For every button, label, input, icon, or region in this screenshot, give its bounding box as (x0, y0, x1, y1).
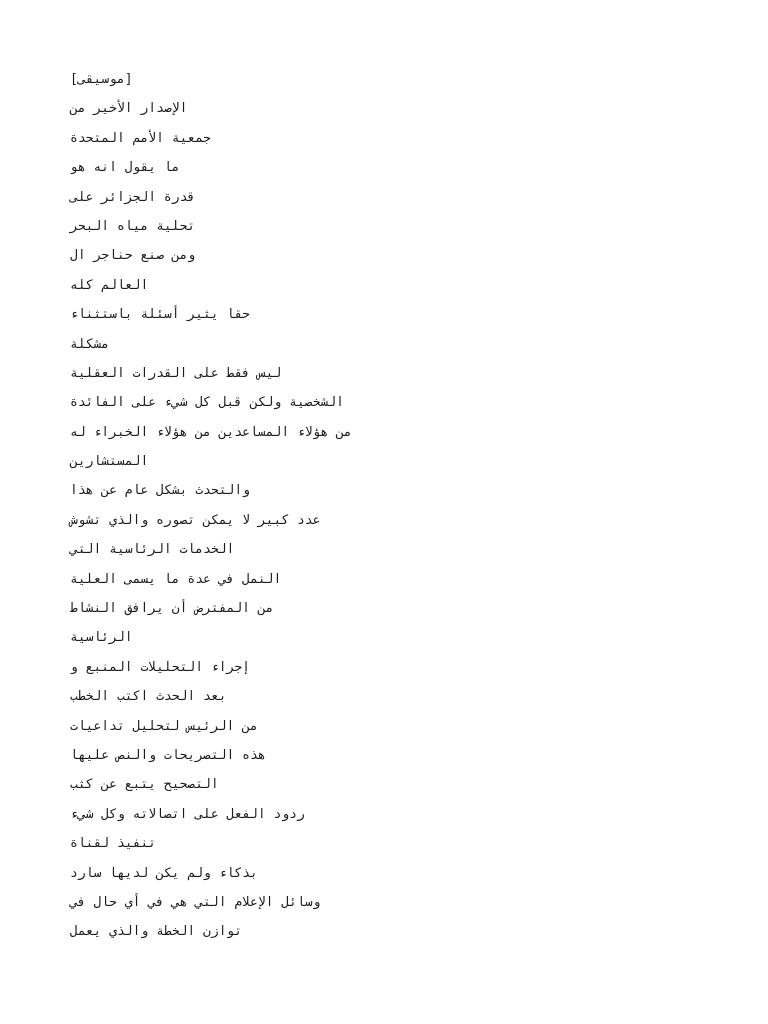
transcript-line: والتحدث بشكل عام عن هذا (70, 483, 251, 499)
transcript-line: من الرئيس لتحليل تداعيات (70, 718, 258, 734)
transcript-lines (70, 68, 710, 950)
transcript-line: بذكاء ولم يكن لديها سارد (70, 865, 258, 881)
transcript-line: من المفترض أن يرافق النشاط (70, 601, 274, 617)
transcript-line: ما يقول انه هو (70, 160, 180, 176)
transcript-line: جمعية الأمم المتحدة (70, 130, 211, 146)
transcript-line: المستشارين (70, 454, 149, 470)
transcript-line: الشخصية ولكن قبل كل شيء على الفائدة (70, 395, 344, 411)
transcript-line: الرئاسية (70, 630, 133, 646)
transcript-line: بعد الحدث اكتب الخطب (70, 689, 227, 705)
transcript-line: من هؤلاء المساعدين من هؤلاء الخبراء له (70, 424, 352, 440)
transcript-line: قدرة الجزائر على (70, 189, 196, 205)
transcript-line: حقا يثير أسئلة باستثناء (70, 307, 251, 323)
transcript-line: ليس فقط على القدرات العقلية (70, 365, 282, 381)
transcript-line: توازن الخطة والذي يعمل (70, 924, 243, 940)
transcript-line: تنفيذ لقناة (70, 836, 157, 852)
transcript-line: مشكلة (70, 336, 110, 352)
transcript-line: عدد كبير لا يمكن تصوره والذي تشوش (70, 512, 321, 528)
transcript-line: الإصدار الأخير من (70, 101, 188, 117)
transcript-line: الخدمات الرئاسية التي (70, 542, 235, 558)
transcript-line: [موسيقى] (70, 72, 133, 87)
transcript-line: ردود الفعل على اتصالاته وكل شيء (70, 806, 305, 822)
transcript-line: وسائل الإعلام التي هي في أي حال في (70, 894, 321, 910)
transcript-line: تحلية مياه البحر (70, 218, 196, 234)
transcript-line: التصحيح يتبع عن كثب (70, 777, 219, 793)
transcript-line: هذه التصريحات والنص عليها (70, 747, 266, 763)
transcript-line: إجراء التحليلات المنبع و (70, 659, 251, 675)
transcript-line: النمل في عدة ما يسمى العلية (70, 571, 282, 587)
transcript-line: ومن صنع حناجر ال (70, 248, 196, 264)
transcript-line: العالم كله (70, 277, 149, 293)
